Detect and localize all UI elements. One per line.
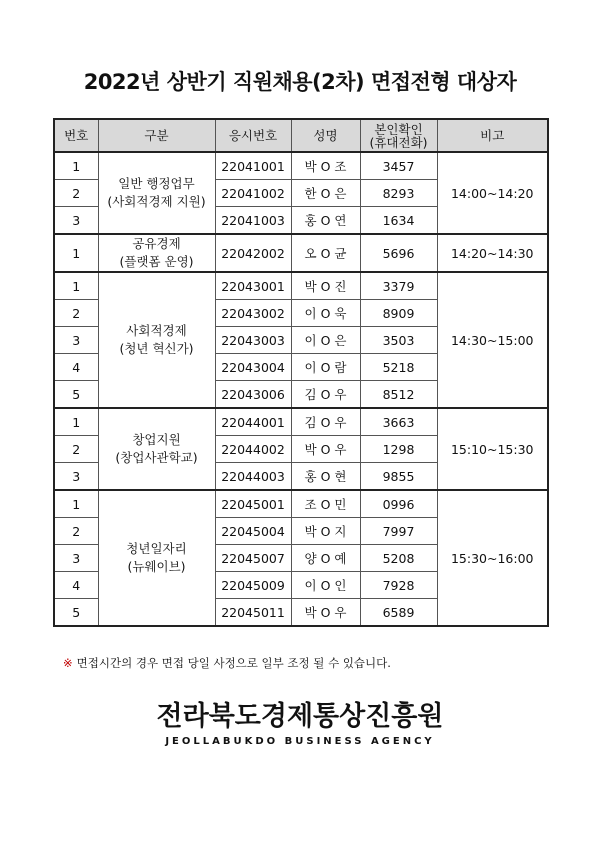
cell-exam-no: 22043002 bbox=[215, 300, 291, 327]
cell-phone: 1634 bbox=[360, 207, 437, 235]
cell-no: 4 bbox=[54, 572, 98, 599]
cell-phone: 7997 bbox=[360, 518, 437, 545]
cell-exam-no: 22044001 bbox=[215, 408, 291, 436]
cell-name: 조 O 민 bbox=[291, 490, 360, 518]
cell-no: 2 bbox=[54, 180, 98, 207]
cell-name: 이 O 은 bbox=[291, 327, 360, 354]
schedule-table bbox=[53, 118, 549, 627]
cell-phone: 9855 bbox=[360, 463, 437, 491]
cell-phone: 8512 bbox=[360, 381, 437, 409]
table-row bbox=[54, 152, 548, 180]
cell-time: 14:30~15:00 bbox=[437, 272, 548, 408]
cell-no: 1 bbox=[54, 152, 98, 180]
table-header bbox=[54, 119, 548, 152]
cell-no: 1 bbox=[54, 234, 98, 272]
category-line1: 창업지원 bbox=[132, 432, 181, 447]
cell-no: 3 bbox=[54, 327, 98, 354]
cell-time: 14:20~14:30 bbox=[437, 234, 548, 272]
cell-phone: 1298 bbox=[360, 436, 437, 463]
cell-exam-no: 22043003 bbox=[215, 327, 291, 354]
cell-name: 오 O 균 bbox=[291, 234, 360, 272]
cell-exam-no: 22045011 bbox=[215, 599, 291, 627]
cell-time: 15:10~15:30 bbox=[437, 408, 548, 490]
cell-exam-no: 22042002 bbox=[215, 234, 291, 272]
header-id-check-line1: 본인확인 bbox=[374, 121, 423, 137]
page-title: 2022년 상반기 직원채용(2차) 면접전형 대상자 bbox=[83, 70, 517, 94]
header-name: 성명 bbox=[291, 119, 360, 152]
org-logo bbox=[0, 694, 600, 747]
cell-no: 2 bbox=[54, 518, 98, 545]
note-mark: ※ bbox=[63, 656, 73, 670]
cell-name: 박 O 진 bbox=[291, 272, 360, 300]
cell-name: 박 O 지 bbox=[291, 518, 360, 545]
table-body bbox=[54, 152, 548, 626]
cell-name: 김 O 우 bbox=[291, 408, 360, 436]
cell-no: 3 bbox=[54, 463, 98, 491]
header-category: 구분 bbox=[98, 119, 215, 152]
cell-category bbox=[98, 408, 215, 490]
cell-phone: 7928 bbox=[360, 572, 437, 599]
cell-phone: 0996 bbox=[360, 490, 437, 518]
category-line1: 공유경제 bbox=[132, 236, 181, 251]
header-remark: 비고 bbox=[437, 119, 548, 152]
cell-name: 김 O 우 bbox=[291, 381, 360, 409]
cell-exam-no: 22044003 bbox=[215, 463, 291, 491]
cell-phone: 5208 bbox=[360, 545, 437, 572]
org-name: 전라북도경제통상진흥원 bbox=[156, 701, 444, 732]
table-row bbox=[54, 272, 548, 300]
cell-phone: 3503 bbox=[360, 327, 437, 354]
cell-phone: 5218 bbox=[360, 354, 437, 381]
cell-name: 박 O 조 bbox=[291, 152, 360, 180]
header-no: 번호 bbox=[54, 119, 98, 152]
cell-name: 양 O 예 bbox=[291, 545, 360, 572]
cell-no: 1 bbox=[54, 490, 98, 518]
cell-phone: 8293 bbox=[360, 180, 437, 207]
cell-exam-no: 22041003 bbox=[215, 207, 291, 235]
cell-category bbox=[98, 152, 215, 234]
cell-no: 4 bbox=[54, 354, 98, 381]
cell-exam-no: 22043001 bbox=[215, 272, 291, 300]
cell-no: 3 bbox=[54, 545, 98, 572]
cell-name: 이 O 욱 bbox=[291, 300, 360, 327]
cell-name: 박 O 우 bbox=[291, 599, 360, 627]
cell-phone: 3663 bbox=[360, 408, 437, 436]
org-name-en: JEOLLABUKDO BUSINESS AGENCY bbox=[165, 736, 435, 747]
cell-no: 1 bbox=[54, 408, 98, 436]
header-id-check-line2: (휴대전화) bbox=[369, 134, 428, 150]
cell-phone: 3457 bbox=[360, 152, 437, 180]
category-line2: (플랫폼 운영) bbox=[119, 254, 194, 269]
category-line1: 사회적경제 bbox=[126, 323, 187, 338]
cell-exam-no: 22045009 bbox=[215, 572, 291, 599]
category-line2: (뉴웨이브) bbox=[127, 559, 186, 574]
cell-name: 홍 O 연 bbox=[291, 207, 360, 235]
cell-no: 5 bbox=[54, 381, 98, 409]
cell-category bbox=[98, 490, 215, 626]
cell-no: 2 bbox=[54, 300, 98, 327]
cell-time: 15:30~16:00 bbox=[437, 490, 548, 626]
table-row bbox=[54, 234, 548, 272]
cell-no: 1 bbox=[54, 272, 98, 300]
category-line2: (청년 혁신가) bbox=[119, 341, 194, 356]
footnote bbox=[63, 655, 391, 671]
table-row bbox=[54, 490, 548, 518]
category-line1: 일반 행정업무 bbox=[118, 176, 195, 191]
cell-name: 이 O 람 bbox=[291, 354, 360, 381]
header-exam-no: 응시번호 bbox=[215, 119, 291, 152]
cell-exam-no: 22044002 bbox=[215, 436, 291, 463]
cell-category bbox=[98, 234, 215, 272]
cell-phone: 8909 bbox=[360, 300, 437, 327]
cell-time: 14:00~14:20 bbox=[437, 152, 548, 234]
cell-exam-no: 22043006 bbox=[215, 381, 291, 409]
note-text: 면접시간의 경우 면접 당일 사정으로 일부 조정 될 수 있습니다. bbox=[76, 656, 391, 670]
category-line1: 청년일자리 bbox=[126, 541, 187, 556]
cell-no: 2 bbox=[54, 436, 98, 463]
cell-no: 5 bbox=[54, 599, 98, 627]
header-id-check bbox=[360, 119, 437, 152]
table-row bbox=[54, 408, 548, 436]
cell-exam-no: 22045007 bbox=[215, 545, 291, 572]
cell-exam-no: 22041002 bbox=[215, 180, 291, 207]
cell-exam-no: 22045004 bbox=[215, 518, 291, 545]
cell-exam-no: 22043004 bbox=[215, 354, 291, 381]
cell-name: 홍 O 현 bbox=[291, 463, 360, 491]
cell-phone: 5696 bbox=[360, 234, 437, 272]
cell-category bbox=[98, 272, 215, 408]
cell-name: 박 O 우 bbox=[291, 436, 360, 463]
cell-phone: 3379 bbox=[360, 272, 437, 300]
category-line2: (사회적경제 지원) bbox=[107, 194, 206, 209]
cell-name: 이 O 인 bbox=[291, 572, 360, 599]
category-line2: (창업사관학교) bbox=[115, 450, 198, 465]
cell-name: 한 O 은 bbox=[291, 180, 360, 207]
cell-no: 3 bbox=[54, 207, 98, 235]
cell-exam-no: 22045001 bbox=[215, 490, 291, 518]
cell-exam-no: 22041001 bbox=[215, 152, 291, 180]
cell-phone: 6589 bbox=[360, 599, 437, 627]
